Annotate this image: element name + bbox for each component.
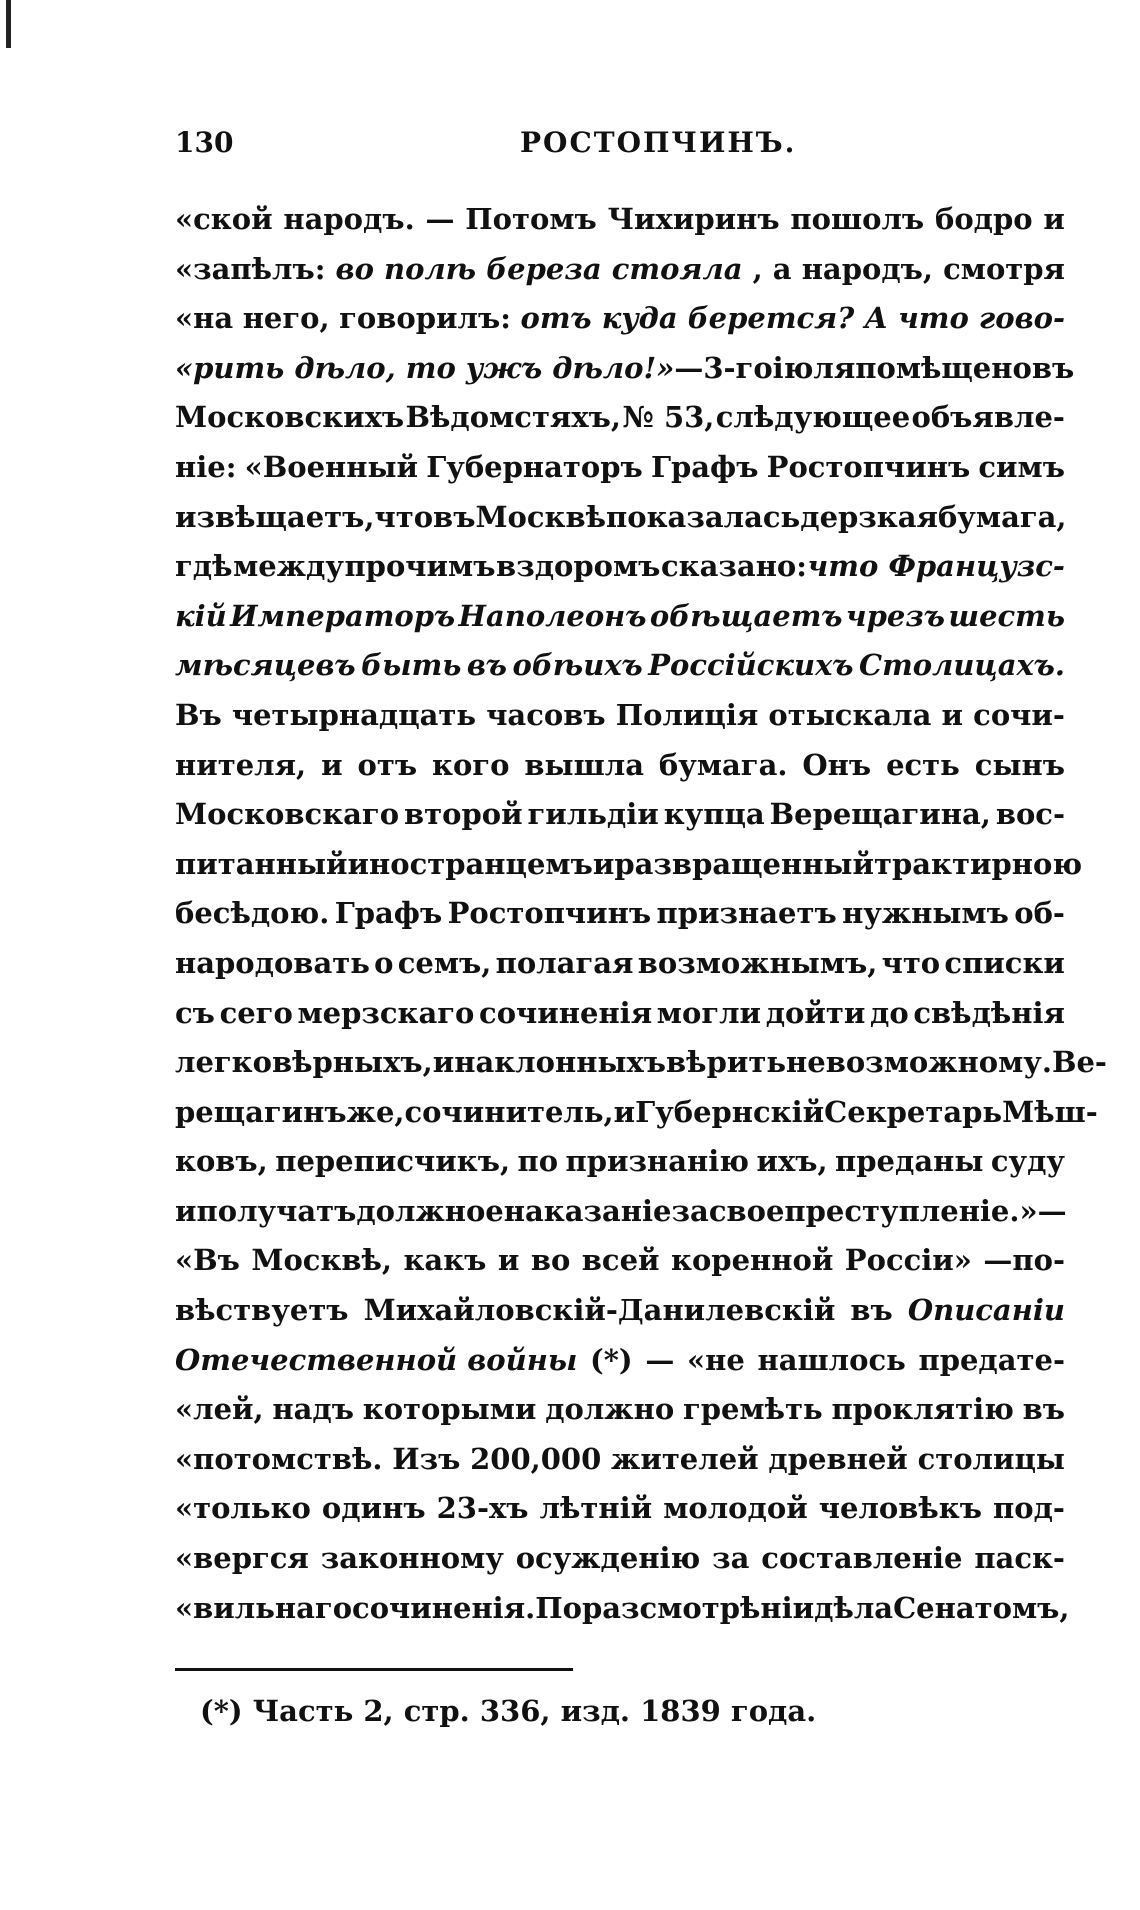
word: 3-го: [703, 350, 773, 385]
word: чрезъ: [845, 598, 945, 633]
page-header: [175, 126, 1075, 166]
word: ковъ,: [175, 1144, 268, 1179]
footnote-rule: [175, 1668, 573, 1671]
word: что: [881, 945, 941, 980]
text-line: [175, 790, 1065, 840]
word: Губернаторъ: [426, 449, 643, 484]
word: мерзскаго: [297, 995, 475, 1030]
word: дерзкая: [800, 499, 938, 534]
word: —: [645, 1342, 675, 1377]
text-line: [175, 1435, 1065, 1485]
text-line: [175, 294, 1065, 344]
word: вздоромъ: [496, 549, 661, 584]
word: и: [613, 1094, 636, 1129]
word: за: [712, 1541, 750, 1576]
word: и: [175, 1193, 197, 1228]
word: разсмотрѣніи: [581, 1590, 815, 1625]
word: № 53,: [622, 400, 715, 435]
word: могли: [656, 995, 762, 1030]
word: наклонныхъ: [454, 1045, 667, 1080]
text-line: [175, 641, 1065, 691]
word: возможнымъ,: [637, 945, 878, 980]
word: же,: [346, 1094, 405, 1129]
word: предате-: [918, 1342, 1065, 1377]
word: надъ: [272, 1392, 354, 1427]
page-number: 130: [175, 126, 234, 159]
word: наказаніе: [503, 1193, 672, 1228]
text-line: [175, 840, 1083, 890]
word: Онъ: [802, 747, 872, 782]
word: одинъ: [321, 1491, 426, 1526]
word: бумага,: [937, 499, 1067, 534]
word: какъ: [403, 1243, 487, 1278]
word: Въ: [175, 697, 222, 732]
word: —: [674, 350, 704, 385]
word: Московскихъ: [175, 400, 405, 435]
word: Чихиринъ: [607, 202, 780, 236]
word: пошолъ: [790, 202, 925, 236]
word: человѣкъ: [818, 1491, 982, 1526]
word: осужденію: [515, 1541, 701, 1576]
text-line: [175, 195, 1065, 245]
word: и: [1043, 202, 1065, 236]
word: прочимъ: [344, 549, 496, 584]
word: 23-хъ: [436, 1491, 529, 1526]
text-line: [175, 989, 1065, 1039]
word: быть: [361, 648, 462, 683]
word: Отечественной войны: [175, 1342, 578, 1377]
word: гильдіи: [527, 797, 659, 832]
word: въ: [1022, 1392, 1065, 1427]
word: развращенный: [614, 846, 875, 881]
word: преданы: [835, 1144, 984, 1179]
word: гдѣ: [175, 549, 233, 584]
word: Изъ: [392, 1441, 461, 1476]
word: смотря: [943, 251, 1065, 286]
word: говорилъ:: [339, 301, 511, 336]
word: Потомъ: [465, 202, 597, 236]
word: и: [941, 697, 964, 732]
word: въ: [466, 648, 508, 683]
text-line: [175, 493, 1065, 543]
word: во: [530, 1243, 571, 1278]
word: сочи-: [973, 697, 1065, 732]
word: обѣщаетъ: [649, 598, 843, 633]
word: Графъ: [334, 896, 443, 931]
word: вос-: [995, 797, 1065, 832]
word: «на: [175, 301, 234, 336]
running-head: РОСТОПЧИНЪ.: [520, 126, 797, 159]
word: нителя,: [175, 747, 307, 782]
word: семъ,: [397, 945, 492, 980]
word: проклятію: [831, 1392, 1014, 1427]
word: Ростопчинъ: [766, 449, 971, 484]
word: Верещагина,: [769, 797, 991, 832]
word: сочиненія.: [352, 1590, 536, 1625]
word: свѣдѣнія: [913, 995, 1065, 1030]
word: вѣрить: [666, 1045, 787, 1080]
body-text: [175, 195, 1107, 1633]
word: питанный: [175, 846, 348, 881]
word: кого: [432, 747, 510, 782]
text-line: [175, 939, 1065, 989]
word: дойти: [765, 995, 866, 1030]
word: 200,000: [470, 1441, 602, 1476]
word: «Военный: [244, 449, 419, 484]
word: что Французс-: [807, 549, 1065, 584]
word: Россійскихъ: [648, 648, 854, 683]
word: «не: [686, 1342, 745, 1377]
word: —: [1037, 1193, 1067, 1228]
word: которыми: [362, 1392, 537, 1427]
word: об-: [1014, 896, 1065, 931]
word: Россіи»: [844, 1243, 972, 1278]
word: о: [374, 945, 394, 980]
word: Столицахъ.: [859, 648, 1065, 683]
word: полагая: [495, 945, 634, 980]
word: невозможному.: [786, 1045, 1052, 1080]
word: Московскаго: [175, 797, 400, 832]
word: симъ: [978, 449, 1065, 484]
word: мѣсяцевъ: [175, 648, 356, 683]
word: въ: [433, 499, 476, 534]
word: —по-: [983, 1243, 1065, 1278]
word: Императоръ: [230, 598, 456, 633]
word: во полѣ береза стояла: [335, 251, 743, 286]
text-line: [175, 1236, 1065, 1286]
word: отыскала: [768, 697, 932, 732]
word: вѣствуетъ: [175, 1293, 349, 1328]
word: «только: [175, 1491, 311, 1526]
word: вышла: [524, 747, 644, 782]
word: (*): [590, 1342, 633, 1377]
word: и: [432, 1045, 455, 1080]
word: всей: [581, 1243, 660, 1278]
text-line: [175, 542, 1065, 592]
text-line: [175, 1286, 1065, 1336]
word: Ростопчинъ: [447, 896, 652, 931]
word: извѣщаетъ,: [175, 499, 375, 534]
word: «рить дѣло, то ужъ дѣло!»: [175, 350, 675, 385]
word: отъ куда берется? А что гово-: [520, 301, 1065, 336]
word: по: [517, 1144, 559, 1179]
text-line: [175, 1137, 1065, 1187]
word: Михайловскій-Данилевскій: [363, 1293, 836, 1328]
word: признанію: [565, 1144, 750, 1179]
word: есть: [886, 747, 960, 782]
word: молодой: [663, 1491, 808, 1526]
footnote: (*) Часть 2, стр. 336, изд. 1839 года.: [200, 1694, 817, 1728]
text-line: [175, 592, 1065, 642]
text-line: [175, 1038, 1107, 1088]
word: шесть: [948, 598, 1065, 633]
word: свое: [708, 1193, 785, 1228]
text-line: [175, 1088, 1098, 1138]
word: столицы: [917, 1441, 1065, 1476]
word: до: [870, 995, 909, 1030]
word: трактирною: [874, 846, 1083, 881]
word: Сенатомъ,: [893, 1590, 1070, 1625]
word: коренной: [671, 1243, 834, 1278]
word: ніе:: [175, 449, 237, 484]
word: показалась: [606, 499, 801, 534]
word: «запѣлъ:: [175, 251, 326, 286]
word: преступленіе.»: [784, 1193, 1038, 1228]
word: рещагинъ: [175, 1094, 347, 1129]
word: Полиція: [615, 697, 759, 732]
word: лѣтній: [539, 1491, 653, 1526]
word: Наполеонъ: [458, 598, 647, 633]
word: въ: [850, 1293, 893, 1328]
word: нужнымъ: [842, 896, 1009, 931]
word: что: [374, 499, 434, 534]
word: бесѣдою.: [175, 896, 330, 931]
text-line: [175, 245, 1065, 295]
word: народовать: [175, 945, 370, 980]
text-line: [175, 1385, 1065, 1435]
text-line: [175, 393, 1065, 443]
word: древней: [768, 1441, 908, 1476]
word: кій: [175, 598, 227, 633]
word: четырнадцать: [231, 697, 477, 732]
word: іюля: [772, 350, 856, 385]
word: и: [497, 1243, 520, 1278]
word: составленіе: [761, 1541, 963, 1576]
word: Вѣдомстяхъ,: [405, 400, 621, 435]
word: Графъ: [650, 449, 759, 484]
word: него,: [242, 301, 330, 336]
word: съ: [175, 995, 215, 1030]
scan-edge-mark: [6, 0, 11, 48]
word: Мѣш-: [1002, 1094, 1098, 1129]
text-line: [175, 1584, 1070, 1634]
word: «ской: [175, 202, 273, 236]
text-line: [175, 1534, 1065, 1584]
text-line: [175, 889, 1065, 939]
word: Секретарь: [824, 1094, 1003, 1129]
word: получатъ: [196, 1193, 357, 1228]
word: объявле-: [911, 400, 1065, 435]
word: должное: [356, 1193, 504, 1228]
text-line: [175, 1484, 1065, 1534]
word: сынъ: [974, 747, 1065, 782]
text-line: [175, 1187, 1065, 1237]
word: за: [671, 1193, 709, 1228]
word: —: [425, 202, 455, 236]
word: отъ: [357, 747, 418, 782]
word: «лей,: [175, 1392, 264, 1427]
word: сказано:: [661, 549, 807, 584]
word: По: [535, 1590, 582, 1625]
word: второй: [403, 797, 523, 832]
word: , а: [752, 251, 792, 286]
word: переписчикъ,: [275, 1144, 511, 1179]
word: списки: [944, 945, 1065, 980]
word: Описаніи: [907, 1293, 1065, 1328]
word: законному: [320, 1541, 504, 1576]
word: сочиненія: [479, 995, 653, 1030]
text-line: [175, 1336, 1065, 1386]
text-line: [175, 691, 1065, 741]
word: паск-: [974, 1541, 1065, 1576]
word: «потомствѣ.: [175, 1441, 383, 1476]
word: Москвѣ: [475, 499, 607, 534]
word: и: [321, 747, 343, 782]
word: бодро: [934, 202, 1033, 236]
word: должно: [545, 1392, 675, 1427]
text-line: [175, 443, 1065, 493]
word: Губернскій: [635, 1094, 825, 1129]
word: слѣдующее: [715, 400, 911, 435]
word: «вергся: [175, 1541, 309, 1576]
word: сего: [219, 995, 293, 1030]
text-line: [175, 344, 1075, 394]
word: Москвѣ,: [251, 1243, 393, 1278]
word: обѣихъ: [512, 648, 643, 683]
word: «вильнаго: [175, 1590, 353, 1625]
text-line: [175, 741, 1065, 791]
word: «Въ: [175, 1243, 240, 1278]
word: признаетъ: [656, 896, 837, 931]
word: иностранцемъ: [347, 846, 593, 881]
word: сочинитель,: [404, 1094, 614, 1129]
word: между: [233, 549, 344, 584]
word: под-: [993, 1491, 1065, 1526]
word: суду: [990, 1144, 1065, 1179]
word: ихъ,: [756, 1144, 828, 1179]
word: купца: [663, 797, 765, 832]
word: въ: [1031, 350, 1075, 385]
word: легковѣрныхъ,: [175, 1045, 433, 1080]
word: народъ,: [801, 251, 933, 286]
word: народъ.: [283, 202, 415, 236]
word: Ве-: [1051, 1045, 1107, 1080]
word: нашлось: [757, 1342, 906, 1377]
word: бумага.: [658, 747, 788, 782]
word: жителей: [611, 1441, 759, 1476]
word: и: [592, 846, 615, 881]
word: часовъ: [486, 697, 606, 732]
word: дѣла: [814, 1590, 894, 1625]
word: помѣщено: [855, 350, 1032, 385]
word: гремѣть: [682, 1392, 823, 1427]
